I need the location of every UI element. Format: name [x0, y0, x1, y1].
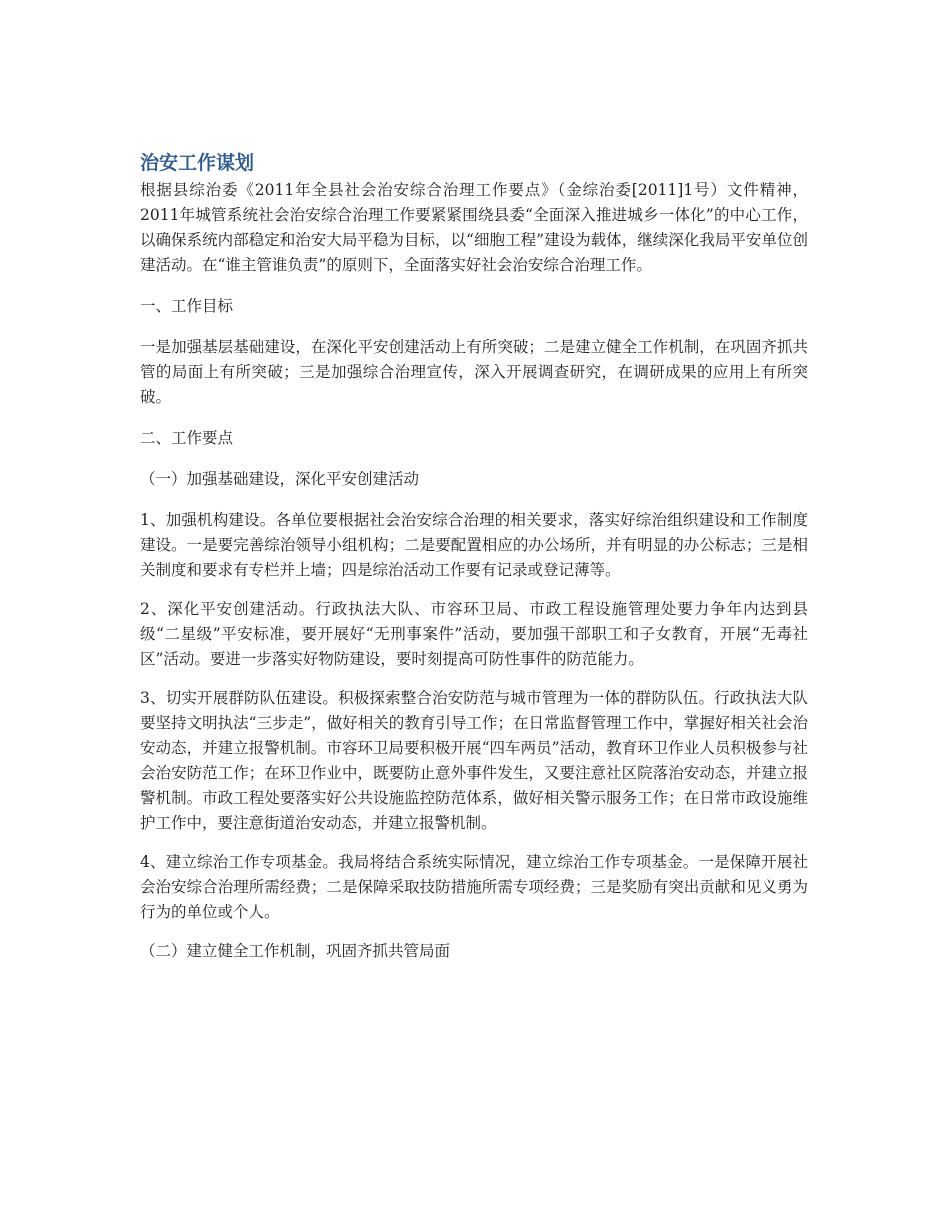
goals-paragraph: 一是加强基层基础建设，在深化平安创建活动上有所突破；二是建立健全工作机制，在巩固齐抓共管的局面上有所突破；三是加强综合治理宣传，深入开展调查研究，在调研成果的应用上有所突破。 — [140, 338, 808, 406]
point-1-paragraph: 1、加强机构建设。各单位要根据社会治安综合治理的相关要求，落实好综治组织建设和工作制度建设。一是要完善综治领导小组机构；二是要配置相应的办公场所，并有明显的办公标志；三是相关制度和要求有专栏并上墙；四是综治活动工作要有记录或登记薄等。 — [140, 511, 808, 579]
point-2-paragraph: 2、深化平安创建活动。行政执法大队、市容环卫局、市政工程设施管理处要力争年内达到县级“二星级”平安标准，要开展好“无刑事案件”活动，要加强干部职工和子女教育，开展“无毒社区”活动。要进一步落实好物防建设，要时刻提高可防性事件的防范能力。 — [140, 600, 808, 668]
intro-paragraph: 根据县综治委《2011年全县社会治安综合治理工作要点》（金综治委[2011]1号）文件精神，2011年城管系统社会治安综合治理工作要紧紧围绕县委“全面深入推进城乡一体化”的中心工作，以确保系统内部稳定和治安大局平稳为目标，以“细胞工程”建设为载体，继续深化我局平安单位创建活动。在“谁主管谁负责”的原则下，全面落实好社会治安综合治理工作。 — [140, 181, 808, 274]
section-heading-key-points: 二、工作要点 — [140, 429, 234, 447]
section-heading-goals: 一、工作目标 — [140, 297, 234, 315]
subsection-heading-2: （二）建立健全工作机制，巩固齐抓共管局面 — [140, 942, 451, 960]
document-page — [140, 150, 808, 964]
document-title: 治安工作谋划 — [140, 152, 255, 174]
point-3-paragraph: 3、切实开展群防队伍建设。积极探索整合治安防范与城市管理为一体的群防队伍。行政执法大队要坚持文明执法“三步走”，做好相关的教育引导工作；在日常监督管理工作中，掌握好相关社会治安动态，并建立报警机制。市容环卫局要积极开展“四车两员”活动，教育环卫作业人员积极参与社会治安防范工作；在环卫作业中，既要防止意外事件发生，又要注意社区院落治安动态，并建立报警机制。市政工程处要落实好公共设施监控防范体系，做好相关警示服务工作；在日常市政设施维护工作中，要注意街道治安动态，并建立报警机制。 — [140, 689, 808, 832]
subsection-heading-1: （一）加强基础建设，深化平安创建活动 — [140, 470, 420, 488]
point-4-paragraph: 4、建立综治工作专项基金。我局将结合系统实际情况，建立综治工作专项基金。一是保障开展社会治安综合治理所需经费；二是保障采取技防措施所需专项经费；三是奖励有突出贡献和见义勇为行为的单位或个人。 — [140, 853, 808, 921]
